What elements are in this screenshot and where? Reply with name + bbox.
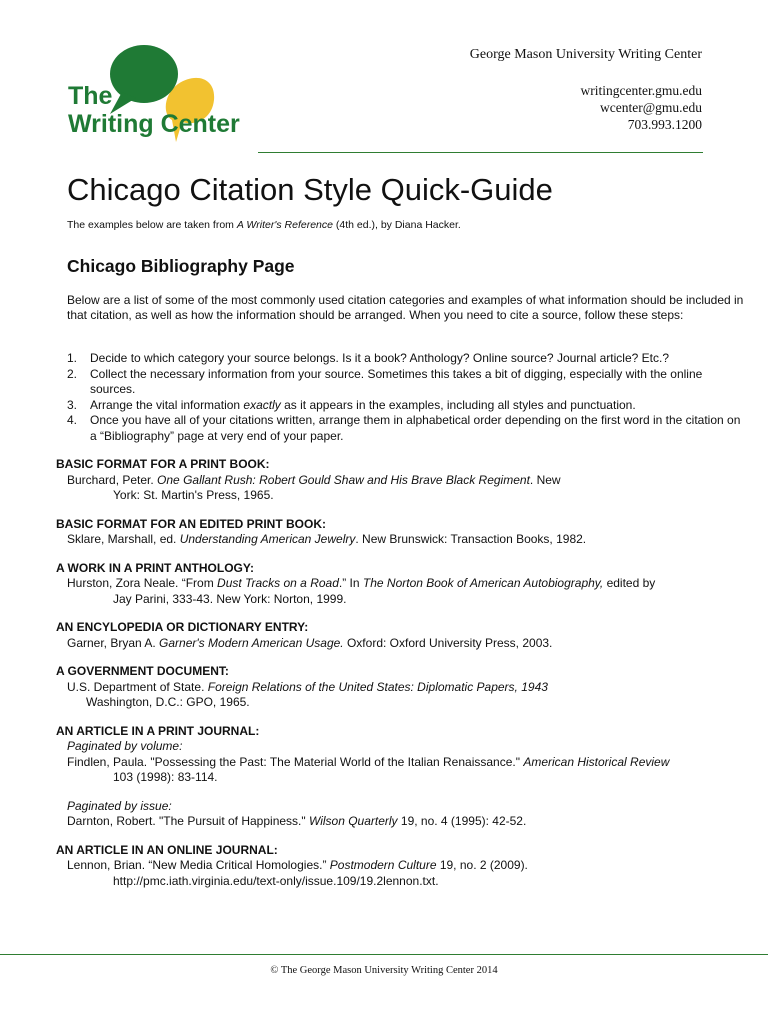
citation bbox=[56, 814, 756, 830]
intro-note bbox=[67, 219, 461, 231]
citation bbox=[56, 680, 756, 696]
step-text bbox=[90, 398, 747, 414]
citation-title: American Historical Review bbox=[523, 754, 670, 769]
citation-part: .” In bbox=[338, 576, 363, 590]
subheading: Paginated by volume: bbox=[67, 739, 183, 753]
footer-divider bbox=[0, 954, 768, 955]
citation-part: U.S. Department of State. bbox=[67, 679, 208, 694]
writing-center-logo bbox=[66, 42, 252, 150]
citation-part: Hurston, Zora Neale. “From bbox=[67, 576, 218, 590]
logo-text-writing-center: Writing Center bbox=[68, 110, 240, 138]
example-heading: BASIC FORMAT FOR A PRINT BOOK: bbox=[56, 457, 270, 471]
step-text-emphasis: exactly bbox=[243, 397, 281, 412]
citation-title: Understanding American Jewelry bbox=[179, 532, 356, 546]
logo-text-the: The bbox=[68, 82, 113, 110]
citation bbox=[56, 473, 756, 489]
example-heading: AN ARTICLE IN AN ONLINE JOURNAL: bbox=[56, 842, 278, 857]
page-title: Chicago Citation Style Quick-Guide bbox=[67, 172, 553, 207]
example-heading: AN ENCYLOPEDIA OR DICTIONARY ENTRY: bbox=[56, 620, 309, 634]
example-heading: AN ARTICLE IN A PRINT JOURNAL: bbox=[56, 723, 260, 738]
citation bbox=[56, 576, 756, 592]
citation-part: 19, no. 4 (1995): 42-52. bbox=[397, 814, 527, 828]
citation-part: Sklare, Marshall, ed. bbox=[67, 532, 180, 546]
citation-part: Darnton, Robert. "The Pursuit of Happiness." bbox=[67, 814, 309, 828]
citation bbox=[56, 532, 756, 548]
example-online-journal bbox=[56, 843, 756, 890]
citation-title: Dust Tracks on a Road bbox=[217, 576, 339, 590]
example-print-journal bbox=[56, 724, 756, 830]
step-text: Decide to which category your source belongs. Is it a book? Anthology? Online source? Journal article? Etc.? bbox=[90, 351, 669, 365]
step-number: 1. bbox=[67, 351, 78, 365]
step-text: Collect the necessary information from your source. Sometimes this takes a bit of digging, especially with the online sources. bbox=[90, 366, 703, 396]
phone-number: 703.993.1200 bbox=[627, 117, 702, 132]
step-item bbox=[67, 351, 747, 367]
citation-url[interactable]: http://pmc.iath.virginia.edu/text-only/issue.109/19.2lennon.txt. bbox=[113, 873, 439, 888]
citation-continuation: Washington, D.C.: GPO, 1965. bbox=[86, 695, 250, 709]
step-number: 2. bbox=[67, 366, 78, 381]
citation-continuation: Jay Parini, 333-43. New York: Norton, 1999. bbox=[113, 591, 347, 606]
email-link[interactable]: wcenter@gmu.edu bbox=[599, 100, 702, 115]
citation-title: Postmodern Culture bbox=[329, 858, 437, 872]
example-heading: BASIC FORMAT FOR AN EDITED PRINT BOOK: bbox=[56, 516, 326, 531]
example-government bbox=[56, 664, 756, 711]
citation-part: . New bbox=[529, 472, 561, 487]
citation-title: Foreign Relations of the United States: Diplomatic Papers, 1943 bbox=[207, 679, 548, 694]
website-link[interactable]: writingcenter.gmu.edu bbox=[580, 83, 702, 98]
citation bbox=[56, 858, 756, 874]
step-text-before: Arrange the vital information bbox=[90, 397, 244, 412]
citation-continuation: York: St. Martin's Press, 1965. bbox=[113, 488, 274, 502]
lead-paragraph: Below are a list of some of the most commonly used citation categories and examples of what information should be included in that citation, as well as how the information should be arranged. When you need to cite a source, follow these steps: bbox=[67, 293, 744, 322]
citation-part: 19, no. 2 (2009). bbox=[436, 858, 528, 872]
citation-continuation: 103 (1998): 83-114. bbox=[113, 770, 218, 784]
intro-after: (4th ed.), by Diana Hacker. bbox=[332, 219, 461, 231]
step-text: Once you have all of your citations written, arrange them in alphabetical order depending on the first word in the citation on a “Bibliography” page at very end of your paper. bbox=[90, 413, 741, 443]
citation-part: Burchard, Peter. bbox=[67, 472, 158, 487]
contact-block bbox=[581, 82, 702, 133]
step-item bbox=[67, 413, 747, 444]
citation-part: Findlen, Paula. "Possessing the Past: The Material World of the Italian Renaissance." bbox=[67, 754, 524, 769]
step-item bbox=[67, 398, 747, 414]
citation-part: . New Brunswick: Transaction Books, 1982. bbox=[355, 532, 587, 546]
example-heading: A WORK IN A PRINT ANTHOLOGY: bbox=[56, 560, 254, 575]
citation-part: edited by bbox=[603, 576, 656, 590]
citation-title: Garner's Modern American Usage. bbox=[159, 635, 344, 650]
intro-before: The examples below are taken from bbox=[67, 219, 237, 231]
intro-book-title: A Writer's Reference bbox=[236, 219, 333, 231]
example-anthology bbox=[56, 561, 756, 608]
steps-list bbox=[67, 351, 747, 444]
citation-part: Oxford: Oxford University Press, 2003. bbox=[343, 635, 553, 650]
citation-part: Garner, Bryan A. bbox=[67, 635, 160, 650]
header-divider bbox=[258, 152, 703, 153]
example-encyclopedia bbox=[56, 620, 756, 651]
footer-copyright: © The George Mason University Writing Center 2014 bbox=[270, 965, 498, 976]
step-number: 3. bbox=[67, 397, 78, 412]
subheading: Paginated by issue: bbox=[67, 798, 172, 813]
step-number: 4. bbox=[67, 413, 78, 427]
citation-part: Lennon, Brian. “New Media Critical Homologies.” bbox=[67, 858, 330, 872]
examples-section bbox=[56, 457, 756, 902]
example-edited-book bbox=[56, 517, 756, 548]
citation-title: One Gallant Rush: Robert Gould Shaw and His Brave Black Regiment bbox=[157, 472, 530, 487]
speech-bubbles-icon bbox=[66, 42, 252, 150]
citation bbox=[56, 755, 756, 771]
org-name: George Mason University Writing Center bbox=[469, 47, 702, 62]
citation-title: Wilson Quarterly bbox=[308, 814, 398, 828]
citation-title: The Norton Book of American Autobiography, bbox=[362, 576, 604, 590]
step-item bbox=[67, 367, 747, 398]
step-text-after: as it appears in the examples, including all styles and punctuation. bbox=[280, 397, 636, 412]
example-heading: A GOVERNMENT DOCUMENT: bbox=[56, 664, 229, 678]
citation bbox=[56, 636, 756, 652]
example-print-book bbox=[56, 457, 756, 504]
section-heading: Chicago Bibliography Page bbox=[67, 256, 295, 276]
